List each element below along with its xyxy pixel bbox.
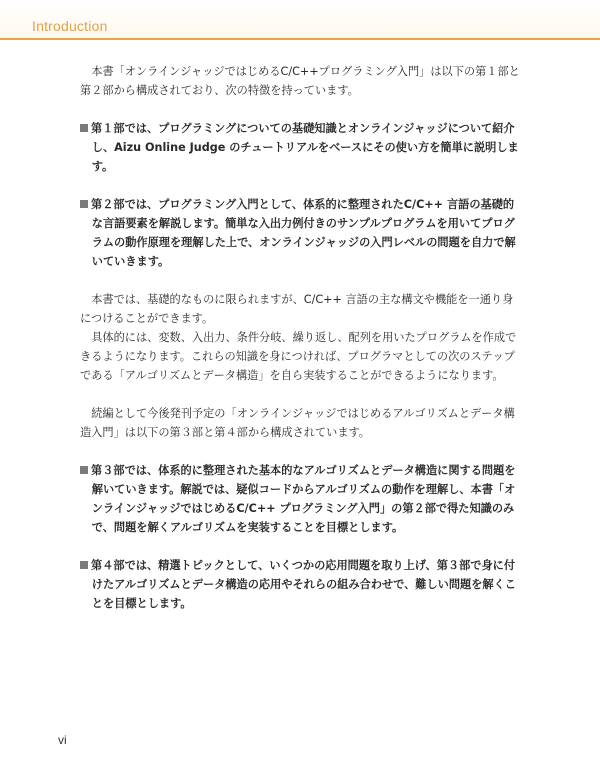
bullet-item-part2 xyxy=(80,195,520,271)
body-paragraph: 本書では、基礎的なものに限られますが、C/C++ 言語の主な構文や機能を一通り身につけることができます。 xyxy=(80,293,514,325)
bullet-item-part1 xyxy=(80,119,520,176)
square-bullet-icon xyxy=(80,124,88,132)
square-bullet-icon xyxy=(80,466,88,474)
section-title: Introduction xyxy=(32,18,108,34)
page-number: vi xyxy=(58,733,67,747)
main-content xyxy=(80,62,520,613)
body-paragraph: 続編として今後発刊予定の「オンラインジャッジではじめるアルゴリズムとデータ構造入門」は以下の第３部と第４部から構成されています。 xyxy=(80,407,515,439)
bullet-item-part4 xyxy=(80,556,520,613)
header-rule xyxy=(0,38,600,40)
bullet-text: 第１部では、プログラミングについての基礎知識とオンラインジャッジについて紹介し、Aizu Online Judge のチュートリアルをベースにその使い方を簡単に説明します。 xyxy=(91,122,519,173)
intro-paragraph: 本書「オンラインジャッジではじめるC/C++プログラミング入門」は以下の第１部と第２部から構成されており、次の特徴を持っています。 xyxy=(80,65,520,97)
square-bullet-icon xyxy=(80,561,88,569)
body-paragraph: 具体的には、変数、入出力、条件分岐、繰り返し、配列を用いたプログラムを作成できるようになります。これらの知識を身につければ、プログラマとしての次のステップである「アルゴリズムとデータ構造」を自ら実装することができるようになります。 xyxy=(80,331,517,382)
bullet-text: 第２部では、プログラミング入門として、体系的に整理されたC/C++ 言語の基礎的な言語要素を解説します。簡単な入出力例付きのサンプルプログラムを用いてプログラムの動作原理を理解した上で、オンラインジャッジの入門レベルの問題を自力で解いていきます。 xyxy=(91,198,516,268)
square-bullet-icon xyxy=(80,200,88,208)
page-header xyxy=(0,0,600,38)
bullet-text: 第４部では、精選トピックとして、いくつかの応用問題を取り上げ、第３部で身に付けたアルゴリズムとデータ構造の応用やそれらの組み合わせで、難しい問題を解くことを目標とします。 xyxy=(91,559,516,610)
bullet-text: 第３部では、体系的に整理された基本的なアルゴリズムとデータ構造に関する問題を解いていきます。解説では、疑似コードからアルゴリズムの動作を理解し、本書「オンラインジャッジではじめるC/C++ プログラミング入門」の第２部で得た知識のみで、問題を解くアルゴリズムを実装することを目標とします。 xyxy=(91,464,516,534)
bullet-item-part3 xyxy=(80,461,520,537)
